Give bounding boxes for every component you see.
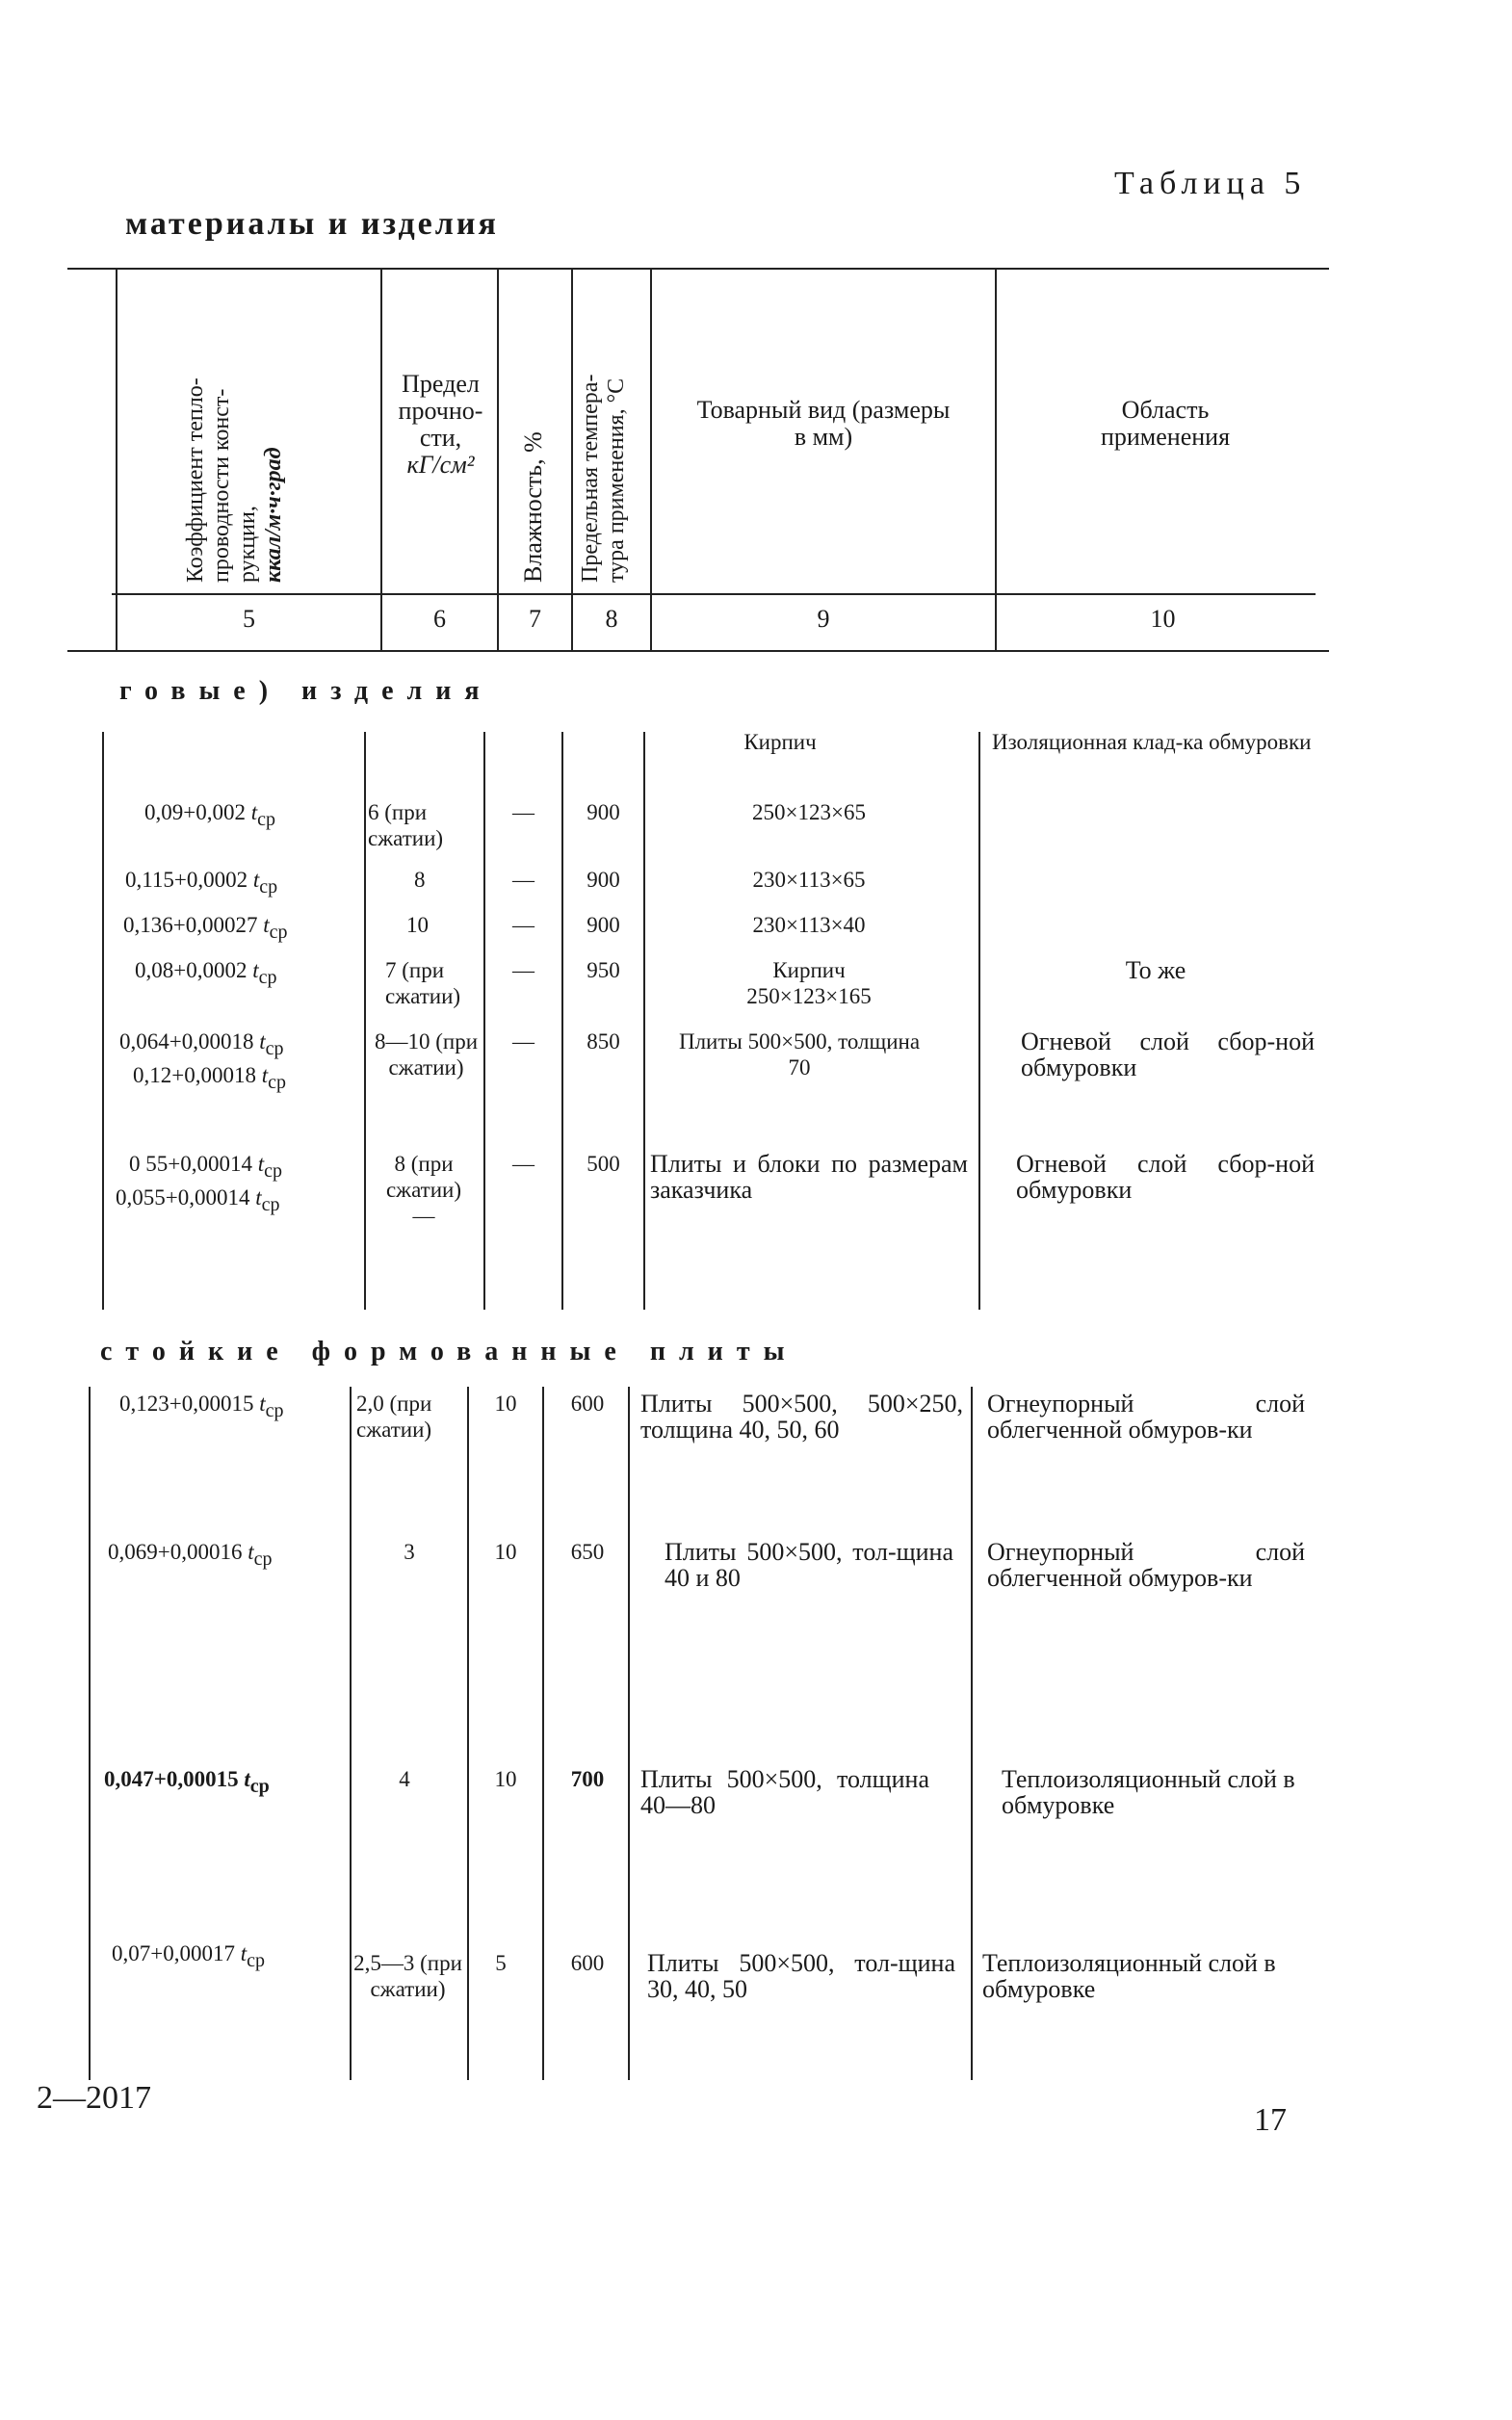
- coefficient-value: 0,136+0,00027: [123, 913, 258, 937]
- coefficient-value-2: 0,055+0,00014: [116, 1185, 250, 1210]
- section2-vline: [89, 1387, 91, 2080]
- header-bottom-rule: [112, 593, 1316, 595]
- s1-r3-temp: 900: [587, 913, 620, 937]
- col7-header: Влажность, %: [519, 431, 547, 583]
- s2-r2-product: Плиты 500×500, толщина 40—80: [640, 1765, 929, 1819]
- s1-r1-product: 250×123×65: [752, 800, 866, 824]
- section2-title: стойкие формованные плиты: [100, 1337, 798, 1366]
- page-heading: материалы и изделия: [125, 206, 499, 242]
- table-label: Таблица 5: [1114, 166, 1307, 201]
- t-subscript: ср: [268, 1072, 287, 1093]
- s1-r2-temp: 900: [587, 868, 620, 892]
- s1-r4-moisture: —: [512, 958, 534, 982]
- section1-title: говые) изделия: [119, 676, 493, 706]
- s2-r0-area: Огнеупорный слой облегченной обмуров-ки: [987, 1390, 1305, 1444]
- col5-header: [183, 377, 287, 583]
- s2-r1-product: Плиты 500×500, тол-щина 40 и 80: [665, 1538, 953, 1592]
- t-subscript: ср: [258, 967, 277, 988]
- s2-r1-temp: 650: [570, 1540, 605, 1564]
- s2-r0-product: Плиты 500×500, 500×250, толщина 40, 50, 60: [640, 1390, 963, 1444]
- t-symbol: t: [259, 1029, 266, 1054]
- s1-r2-coefficient: [125, 867, 366, 900]
- coefficient-value: 0,07+0,00017: [112, 1941, 235, 1965]
- s2-r3-area: Теплоизоляционный слой в обмуровке: [982, 1949, 1276, 2003]
- col6-header-text: Предел прочно-сти,: [398, 370, 483, 452]
- s1-r4-product: Кирпич 250×123×165: [746, 958, 872, 1008]
- col8-header: Предельная темпера- тура применения, °С: [578, 374, 629, 583]
- col6-header: [385, 371, 496, 479]
- t-subscript: ср: [249, 1776, 270, 1797]
- t-symbol: t: [259, 1392, 266, 1416]
- t-symbol: t: [240, 1941, 248, 1965]
- header-vline: [995, 270, 997, 650]
- s1-r6-temp: 500: [587, 1152, 620, 1176]
- strength-dash: —: [412, 1204, 435, 1228]
- t-subscript: ср: [265, 1038, 284, 1059]
- coefficient-line-1: [119, 1028, 366, 1062]
- t-subscript: ср: [253, 1548, 273, 1570]
- s1-r5-temp: 850: [587, 1029, 620, 1054]
- s1-r5-coefficient: [119, 1028, 366, 1096]
- t-subscript: ср: [265, 1400, 284, 1421]
- s2-r3-coefficient: [112, 1940, 349, 1974]
- s1-r3-coefficient: [123, 912, 366, 946]
- col5-header-text: Коэффициент тепло- проводности конст- рукции,: [183, 377, 260, 583]
- s2-r1-moisture: 10: [494, 1540, 517, 1564]
- s1-r5-strength: 8—10 (при сжатии): [374, 1029, 479, 1080]
- header-vline: [497, 270, 499, 650]
- s2-r0-moisture: 10: [494, 1392, 517, 1416]
- t-subscript: ср: [269, 922, 288, 943]
- header-top-rule: [67, 268, 1329, 270]
- colnum-bottom-rule: [67, 650, 1329, 652]
- s2-r1-coefficient: [108, 1539, 349, 1573]
- t-subscript: ср: [259, 876, 278, 898]
- s1-r6-moisture: —: [512, 1152, 534, 1176]
- s1-r6-area: Огневой слой сбор-ной обмуровки: [1016, 1150, 1315, 1204]
- col5-header-unit: ккал/м·ч·град: [261, 447, 286, 583]
- footer-signature: 2—2017: [37, 2080, 151, 2116]
- section1-vline: [978, 732, 980, 1310]
- coefficient-line-1: [129, 1151, 366, 1184]
- coefficient-value: 0,115+0,0002: [125, 868, 248, 892]
- section2-vline: [628, 1387, 630, 2080]
- t-symbol: t: [248, 1540, 254, 1564]
- s1-r1-temp: 900: [587, 800, 620, 824]
- s1-r4-coefficient: [135, 957, 366, 991]
- col9-number: 9: [817, 605, 830, 633]
- s2-r2-moisture: 10: [494, 1767, 517, 1791]
- t-symbol: t: [244, 1767, 250, 1791]
- s1-r4-strength: 7 (при сжатии): [385, 958, 461, 1008]
- s2-r2-area: Теплоизоляционный слой в обмуровке: [1002, 1765, 1295, 1819]
- section2-vline: [971, 1387, 973, 2080]
- s1-r5-product: Плиты 500×500, толщина 70: [678, 1029, 921, 1080]
- col9-header: Товарный вид (размеры в мм): [696, 396, 951, 451]
- header-vline: [650, 270, 652, 650]
- col10-number: 10: [1150, 605, 1176, 633]
- col7-number: 7: [529, 605, 541, 633]
- t-subscript: ср: [257, 809, 276, 830]
- s2-r3-temp: 600: [570, 1951, 605, 1975]
- section1-vline: [102, 732, 104, 1310]
- s1-r5-moisture: —: [512, 1029, 534, 1054]
- coefficient-value: 0,064+0,00018: [119, 1029, 254, 1054]
- t-subscript: ср: [264, 1160, 283, 1182]
- s1-r6-product: Плиты и блоки по размерам заказчика: [650, 1150, 968, 1204]
- s1-r5-area: Огневой слой сбор-ной обмуровки: [1021, 1028, 1315, 1081]
- s2-r2-strength: 4: [399, 1767, 410, 1791]
- page-number: 17: [1254, 2102, 1287, 2138]
- s1-r3-product: 230×113×40: [752, 913, 866, 937]
- s1-r2-moisture: —: [512, 868, 534, 892]
- section1-vline: [643, 732, 645, 1310]
- coefficient-line-2: [133, 1062, 366, 1096]
- coefficient-value: 0,047+0,00015: [104, 1767, 239, 1791]
- s1-r4-temp: 950: [587, 958, 620, 982]
- s1-r6-strength: [366, 1151, 482, 1229]
- header-vline: [571, 270, 573, 650]
- coefficient-value: 0,123+0,00015: [119, 1392, 254, 1416]
- header-vline: [116, 270, 117, 650]
- s1-r1-coefficient: [144, 799, 366, 833]
- s1-r2-strength: 8: [414, 868, 426, 892]
- t-symbol: t: [252, 958, 259, 982]
- s2-r2-coefficient: [104, 1766, 349, 1800]
- s1-r3-moisture: —: [512, 913, 534, 937]
- col5-number: 5: [243, 605, 255, 633]
- t-subscript: ср: [261, 1194, 280, 1215]
- col6-header-unit: кГ/см²: [406, 451, 475, 479]
- s2-r2-temp: 700: [570, 1767, 605, 1791]
- col10-header: Область применения: [1100, 396, 1231, 451]
- col8-number: 8: [605, 605, 618, 633]
- s1-r1-strength: 6 (при сжатии): [368, 800, 444, 850]
- s2-r1-strength: 3: [404, 1540, 415, 1564]
- s1-r4-area: То же: [1125, 956, 1186, 984]
- s2-r3-strength: 2,5—3 (при сжатии): [353, 1951, 462, 2001]
- t-symbol: t: [252, 868, 260, 892]
- s2-r0-coefficient: [119, 1391, 349, 1424]
- coefficient-value-2: 0,12+0,00018: [133, 1063, 256, 1087]
- t-symbol: t: [250, 800, 258, 824]
- col6-number: 6: [433, 605, 446, 633]
- header-vline: [380, 270, 382, 650]
- s2-r3-moisture: 5: [495, 1951, 507, 1975]
- s2-r1-area: Огнеупорный слой облегченной обмуров-ки: [987, 1538, 1305, 1592]
- coefficient-line-2: [116, 1184, 366, 1218]
- coefficient-value: 0 55+0,00014: [129, 1152, 252, 1176]
- t-symbol: t: [261, 1063, 269, 1087]
- s1-r0-product: Кирпич: [743, 730, 817, 754]
- t-subscript: ср: [247, 1950, 266, 1971]
- coefficient-value: 0,09+0,002: [144, 800, 246, 824]
- s2-r3-product: Плиты 500×500, тол-щина 30, 40, 50: [647, 1949, 955, 2003]
- s1-r2-product: 230×113×65: [752, 868, 866, 892]
- strength-value: 8 (при сжатии): [385, 1152, 462, 1202]
- s1-r6-coefficient: [116, 1151, 366, 1218]
- coefficient-value: 0,08+0,0002: [135, 958, 248, 982]
- s1-r1-moisture: —: [512, 800, 534, 824]
- section2-vline: [350, 1387, 352, 2080]
- t-symbol: t: [263, 913, 270, 937]
- s1-r3-strength: 10: [406, 913, 429, 937]
- t-symbol: t: [257, 1152, 265, 1176]
- section2-vline: [467, 1387, 469, 2080]
- t-symbol: t: [255, 1185, 262, 1210]
- coefficient-value: 0,069+0,00016: [108, 1540, 243, 1564]
- s2-r0-strength: 2,0 (при сжатии): [356, 1392, 432, 1442]
- s2-r0-temp: 600: [570, 1392, 605, 1416]
- s1-r0-area: Изоляционная клад-ка обмуровки: [992, 730, 1312, 754]
- section2-vline: [542, 1387, 544, 2080]
